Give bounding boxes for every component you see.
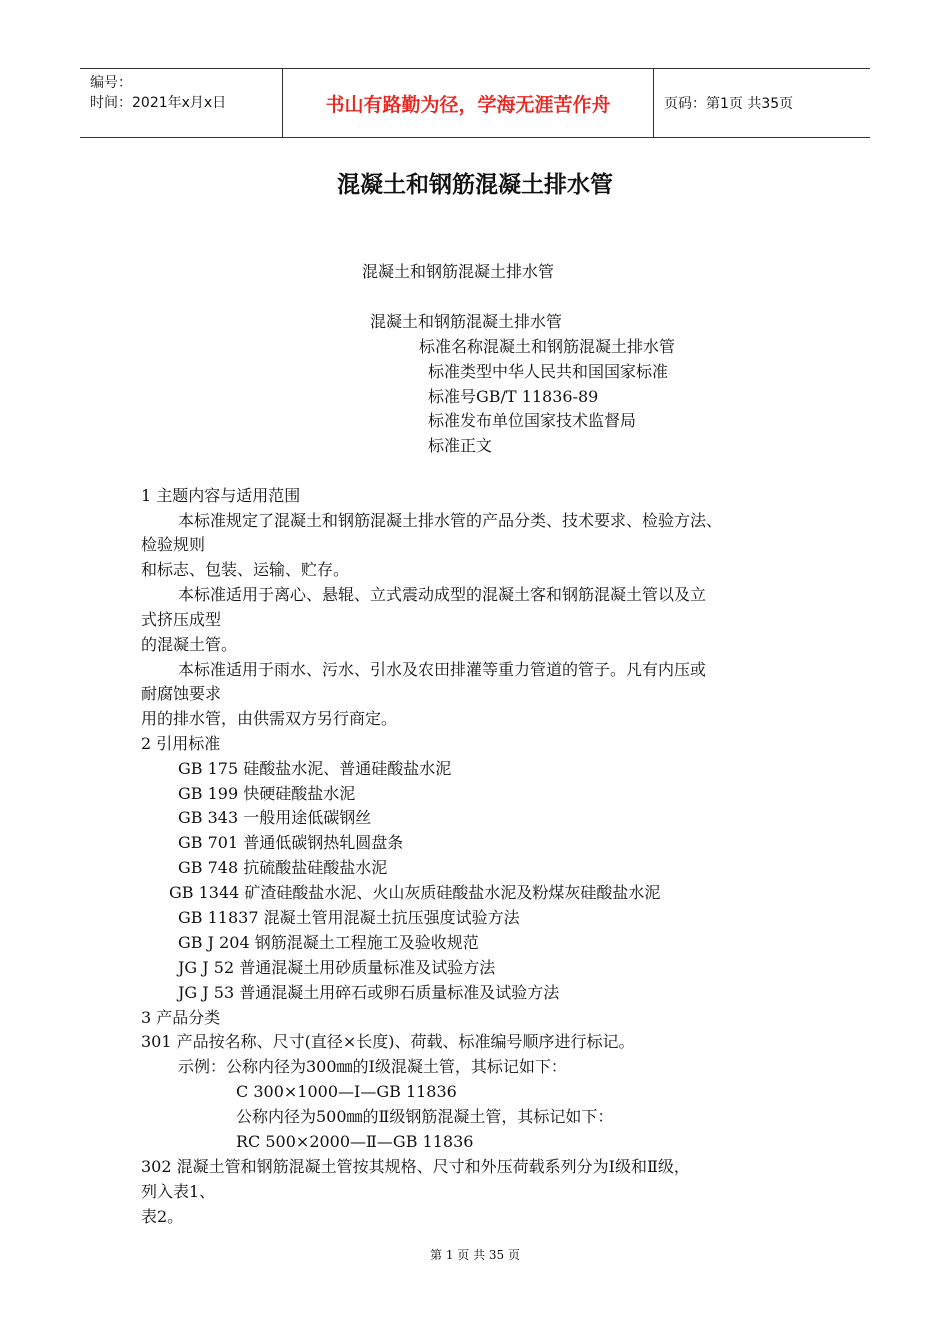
paragraph-line: 式挤压成型: [141, 610, 222, 629]
paragraph-line: 表2。: [141, 1207, 184, 1226]
paragraph-line: 列入表1、: [141, 1182, 216, 1201]
meta-std-type: 标准类型中华人民共和国国家标准: [428, 362, 669, 381]
page-info: 页码：第1页 共35页: [664, 96, 794, 112]
paragraph-line: 本标准适用于离心、悬辊、立式震动成型的混凝土客和钢筋混凝土管以及立: [178, 585, 707, 604]
example-text: 公称内径为500㎜的Ⅱ级钢筋混凝土管，其标记如下：: [236, 1107, 614, 1126]
reference-item: GB 701 普通低碳钢热轧圆盘条: [178, 833, 404, 852]
meta-body: 标准正文: [428, 436, 493, 455]
header-right-cell: [654, 69, 870, 137]
reference-item: GB 11837 混凝土管用混凝土抗压强度试验方法: [178, 908, 520, 927]
paragraph-line: 本标准规定了混凝土和钢筋混凝土排水管的产品分类、技术要求、检验方法、: [178, 511, 723, 530]
clause-302: 302 混凝土管和钢筋混凝土管按其规格、尺寸和外压荷载系列分为Ⅰ级和Ⅱ级，: [141, 1157, 690, 1176]
reference-item: JG J 52 普通混凝土用砂质量标准及试验方法: [178, 958, 496, 977]
section-3-heading: 3 产品分类: [141, 1008, 221, 1027]
reference-item: GB 199 快硬硅酸盐水泥: [178, 784, 356, 803]
paragraph-line: 用的排水管，由供需双方另行商定。: [141, 709, 398, 728]
paragraph-line: 检验规则: [141, 535, 206, 554]
reference-item: JG J 53 普通混凝土用碎石或卵石质量标准及试验方法: [178, 983, 560, 1002]
paragraph-line: 耐腐蚀要求: [141, 684, 222, 703]
page-footer: 第 1 页 共 35 页: [430, 1248, 520, 1262]
date-label: 时间：2021年x月x日: [90, 95, 227, 111]
motto: 书山有路勤为径，学海无涯苦作舟: [283, 69, 654, 137]
reference-item: GB J 204 钢筋混凝土工程施工及验收规范: [178, 933, 479, 952]
meta-publisher: 标准发布单位国家技术监督局: [428, 411, 637, 430]
number-label: 编号：: [90, 75, 132, 91]
clause-301: 301 产品按名称、尺寸(直径×长度)、荷载、标准编号顺序进行标记。: [141, 1032, 635, 1051]
meta-std-name: 标准名称混凝土和钢筋混凝土排水管: [419, 337, 676, 356]
section-2-heading: 2 引用标准: [141, 734, 221, 753]
header-left-cell: [80, 69, 283, 137]
paragraph-line: 本标准适用于雨水、污水、引水及农田排灌等重力管道的管子。凡有内压或: [178, 660, 707, 679]
reference-item: GB 175 硅酸盐水泥、普通硅酸盐水泥: [178, 759, 452, 778]
paragraph-line: 和标志、包装、运输、贮存。: [141, 560, 350, 579]
reference-item: GB 1344 矿渣硅酸盐水泥、火山灰质硅酸盐水泥及粉煤灰硅酸盐水泥: [169, 883, 661, 902]
meta-std-no: 标准号GB/T 11836-89: [428, 387, 599, 406]
reference-item: GB 343 一般用途低碳钢丝: [178, 808, 372, 827]
example-text: 示例：公称内径为300㎜的Ⅰ级混凝土管，其标记如下：: [178, 1057, 567, 1076]
example-mark: RC 500×2000—Ⅱ—GB 11836: [236, 1132, 474, 1151]
reference-item: GB 748 抗硫酸盐硅酸盐水泥: [178, 858, 388, 877]
meta-title: 混凝土和钢筋混凝土排水管: [370, 312, 563, 331]
header-table: [80, 68, 870, 138]
example-mark: C 300×1000—Ⅰ—GB 11836: [236, 1082, 457, 1101]
paragraph-line: 的混凝土管。: [141, 635, 238, 654]
document-title: 混凝土和钢筋混凝土排水管: [337, 172, 613, 198]
section-1-heading: 1 主题内容与适用范围: [141, 486, 301, 505]
subtitle: 混凝土和钢筋混凝土排水管: [362, 262, 555, 281]
